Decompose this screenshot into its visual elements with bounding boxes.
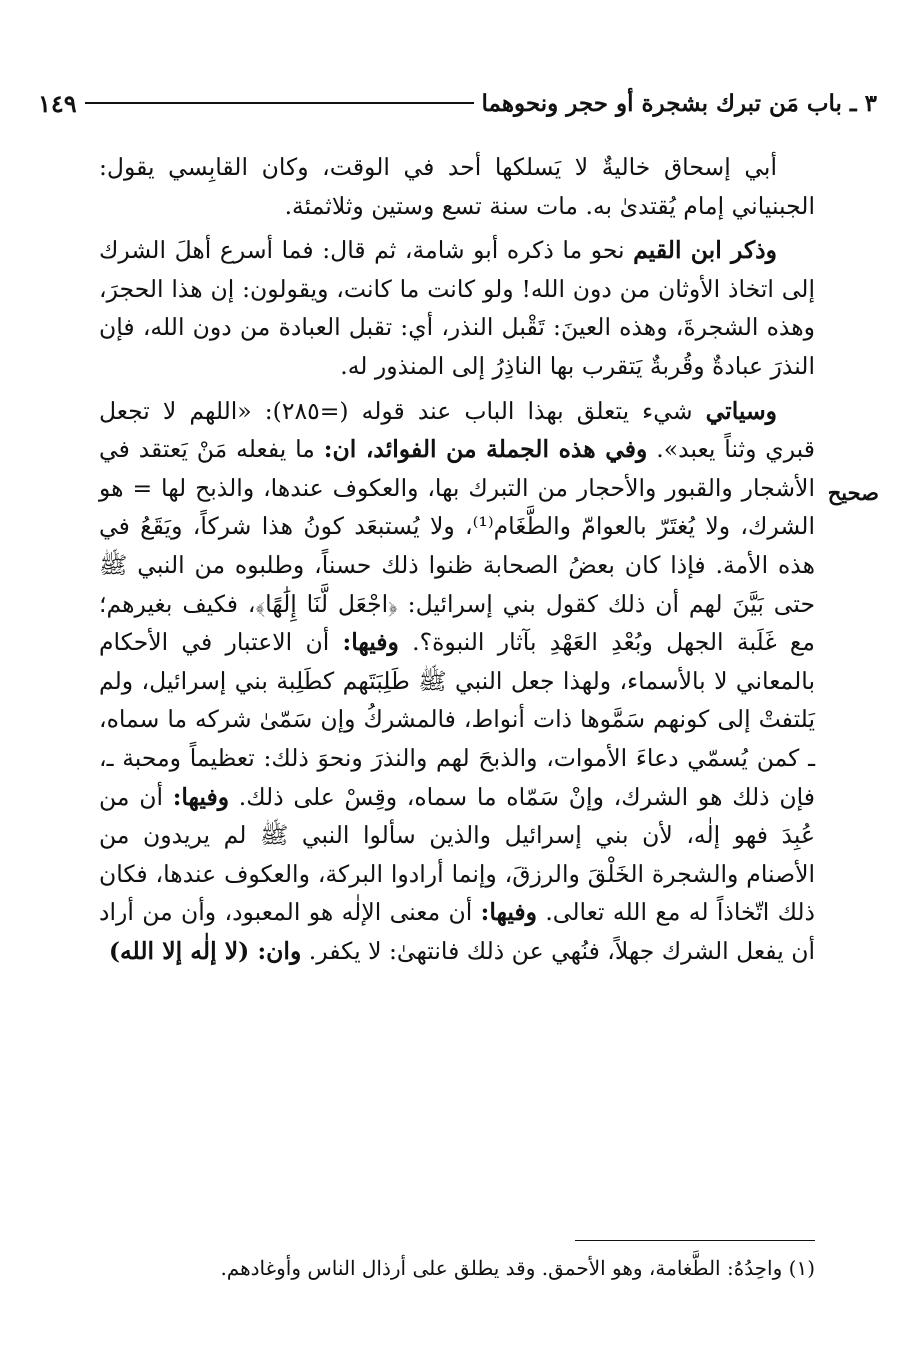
footnote: (١) واحِدُهُ: الطَّغامة، وهو الأحمق. وقد يطلق على أرذال الناس وأوغادهم. [220, 1256, 815, 1280]
paragraph-2-lead: وذكر ابن القيم [633, 236, 777, 265]
paragraph-2 [99, 231, 815, 385]
page-number: ١٤٩ [38, 88, 77, 118]
paragraph-3-heading-2: وفيها: [342, 628, 399, 657]
margin-note: صحيح [827, 480, 879, 505]
header-rule [85, 102, 474, 104]
footnote-rule [575, 1240, 815, 1241]
running-header [38, 86, 877, 120]
chapter-title: ٣ ـ باب مَن تبرك بشجرة أو حجر ونحوهما [481, 89, 877, 117]
paragraph-3 [99, 392, 815, 971]
main-text [99, 148, 815, 970]
paragraph-3-lead: وسياتي [705, 396, 777, 425]
paragraph-2-text: نحو ما ذكره أبو شامة، ثم قال: فما أسرع أهلَ الشرك إلى اتخاذ الأوثان من دون الله! ولو كانت ما كانت، ويقولون: إن هذا الحجرَ، وهذه الشجرةَ، وهذه العينَ: تَقْبل النذر، أي: تقبل العبادة من دون الله، فإن النذرَ عبادةٌ وقُربةٌ يَتقرب بها الناذِرُ إلى المنذور له. [99, 236, 815, 380]
paragraph-1-text: أبي إسحاق خاليةٌ لا يَسلكها أحد في الوقت، وكان القابِسي يقول: الجبنياني إمام يُقتدىٰ به. مات سنة تسع وستين وثلاثمئة. [99, 153, 815, 220]
paragraph-3-heading-3: وفيها: [172, 782, 230, 811]
paragraph-3-heading-4: وفيها: [480, 898, 537, 927]
paragraph-3-text-5: أن معنى الإلٰه هو المعبود، وأن من أراد أن يفعل الشرك جهلاً، فنُهي عن ذلك فانتهىٰ: لا يكفر. [99, 898, 815, 965]
paragraph-3-heading-benefits: وفي هذه الجملة من الفوائد، ان: [323, 435, 648, 464]
paragraph-1 [99, 148, 815, 225]
paragraph-3-text-2: ما يفعله مَنْ يَعتقد في الأشجار والقبور والأحجار من التبرك بها، والعكوف عندها، والذبح لها = هو الشرك، ولا يُغتَرّ بالعوامّ والطَّغَام⁽¹⁾، ولا يُستبعَد كونُ هذا شركاً، ويَقَعُ في هذه الأمة. فإذا كان بعضُ الصحابة ظنوا ذلك حسناً، وطلبوه من النبي ﷺ حتى بَيَّنَ لهم أن ذلك كقول بني إسرائيل: ﴿اجْعَل لَّنَا إِلَٰهًا﴾، فكيف بغيرهم؛ مع غَلَبة الجهل وبُعْدِ العَهْدِ بآثار النبوة؟. [99, 435, 816, 657]
paragraph-3-text-1: شيء يتعلق بهذا الباب عند قوله (=٢٨٥): «اللهم لا تجعل قبري وثناً يعبد». [99, 396, 815, 464]
paragraph-3-heading-5: وان: (لا إلٰه إلا الله) [108, 936, 302, 965]
paragraph-3-text-4: أن من عُبِدَ فهو إلٰه، لأن بني إسرائيل والذين سألوا النبي ﷺ لم يريدون من الأصنام والشجرة الخَلْقَ والرزقَ، وإنما أرادوا البركة، والعكوف عندها، فكان ذلك اتّخاذاً له مع الله تعالى. [99, 782, 815, 927]
paragraph-3-text-3: أن الاعتبار في الأحكام بالمعاني لا بالأسماء، ولهذا جعل النبي ﷺ طَلِبَتَهم كطَلِبة بني إسرائيل، ولم يَلتفتْ إلى كونهم سَمَّوها ذات أنواط، فالمشركُ وإن سَمّىٰ شركه ما سماه، ـ كمن يُسمّي دعاءَ الأموات، والذبحَ لهم والنذرَ ونحوَ ذلك: تعظيماً ومحبة ـ، فإن ذلك هو الشرك، وإنْ سَمّاه ما سماه، وقِسْ على ذلك. [99, 628, 815, 811]
